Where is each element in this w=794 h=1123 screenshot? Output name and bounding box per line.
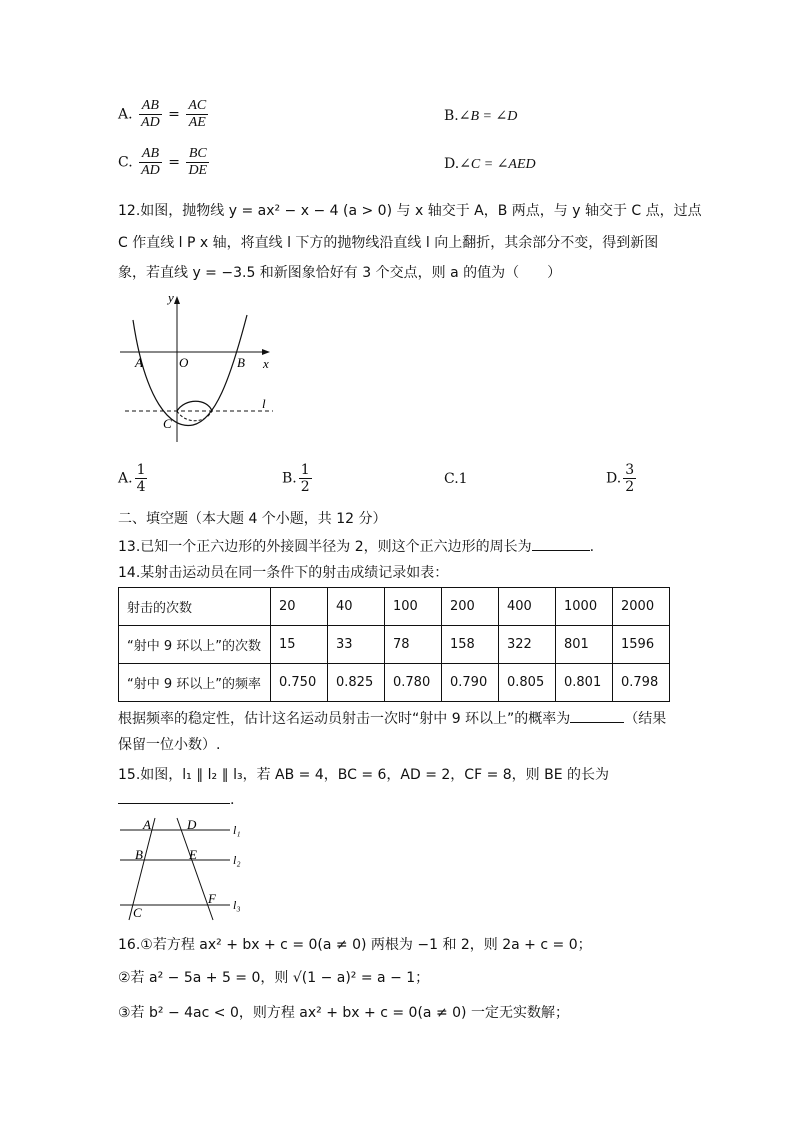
table-cell: 200 [442,588,499,626]
table-cell: 射击的次数 [119,588,271,626]
parabola-figure [115,290,280,450]
fraction [139,146,162,179]
flipped-arc [177,401,212,411]
option-label: B. [444,108,459,124]
label-F: F [208,891,216,906]
q14-after-text: 根据频率的稳定性，估计这名运动员射击一次时“射中 9 环以上”的概率为 [118,711,571,727]
label-y: y [168,290,174,305]
q16-statement-1: 16.①若方程 ax² + bx + c = 0(a ≠ 0) 两根为 −1 和 2，则 2a + c = 0； [118,937,592,953]
table-cell: “射中 9 环以上”的频率 [119,664,271,702]
numerator: AC [186,98,208,115]
table-cell: 100 [385,588,442,626]
q12-line1: 12.如图，抛物线 y = ax² − x − 4 (a > 0) 与 x 轴交于 A，B 两点，与 y 轴交于 C 点，过点 [118,203,702,219]
table-cell: 158 [442,626,499,664]
table-cell: 2000 [613,588,670,626]
q15-end: . [230,792,235,808]
denominator: AD [141,115,160,131]
q12-option-c: C.1 [444,471,468,487]
label-x: x [263,356,269,371]
table-cell: 0.790 [442,664,499,702]
denominator: AD [141,163,160,179]
numerator: 1 [300,462,310,478]
table-cell: 400 [499,588,556,626]
option-expression: ∠B = ∠D [458,109,518,124]
table-cell: 40 [328,588,385,626]
answer-blank [532,550,590,551]
numerator: BC [186,146,209,163]
label-l3: l₃ [233,898,241,912]
table-cell: 1000 [556,588,613,626]
numerator: AB [139,146,162,163]
denominator: 4 [136,479,146,496]
label-l2: l₂ [233,853,241,867]
fraction [135,462,148,495]
q12-option-d [606,462,638,495]
label-B: B [135,847,143,862]
q15-text: 15.如图，l₁ ∥ l₂ ∥ l₃，若 AB = 4，BC = 6，AD = 2，CF = 8，则 BE 的长为 [118,767,610,783]
answer-blank [118,803,230,804]
x-axis-arrow [262,349,270,355]
q11-option-a [118,98,210,131]
fraction [299,462,312,495]
q15-answer-line [118,792,234,808]
fraction [623,462,636,495]
q12-line3: 象，若直线 y = −3.5 和新图象恰好有 3 个交点，则 a 的值为（ ） [118,265,562,281]
q14-after-line1 [118,708,666,728]
fraction [139,98,162,131]
table-row [119,664,670,702]
option-expression: ∠C = ∠AED [459,157,536,172]
table-cell: 0.805 [499,664,556,702]
numerator: 3 [625,462,635,478]
equals-sign: = [168,106,180,123]
fraction [186,146,209,179]
table-row [119,626,670,664]
q11-option-b [444,108,517,125]
denominator: 2 [300,479,310,496]
numerator: 1 [136,462,146,478]
q13-end: . [589,539,595,555]
q13 [118,536,594,556]
option-label: B. [282,470,297,487]
equals-sign: = [168,154,180,171]
table-cell: 0.825 [328,664,385,702]
label-D: D [187,817,197,832]
label-O: O [179,355,189,370]
table-cell: 801 [556,626,613,664]
table-cell: 33 [328,626,385,664]
label-A: A [135,355,143,370]
option-label: A. [118,106,133,123]
q16-statement-3: ③若 b² − 4ac < 0，则方程 ax² + bx + c = 0(a ≠ 0) 一定无实数解； [118,1005,569,1021]
label-A: A [143,817,151,832]
table-cell: 0.801 [556,664,613,702]
fraction [186,98,208,131]
denominator: DE [188,163,208,179]
denominator: 2 [625,479,635,496]
q11-option-d [444,156,536,173]
label-C: C [133,905,142,920]
q14-intro: 14.某射击运动员在同一条件下的射击成绩记录如表： [118,565,449,581]
table-cell: 78 [385,626,442,664]
table-cell: 20 [271,588,328,626]
answer-blank [570,722,624,723]
parallel-lines-figure [115,812,255,922]
option-label: C. [118,154,133,171]
label-l1: l₁ [233,823,241,837]
table-cell: 15 [271,626,328,664]
option-label: A. [118,470,133,487]
table-cell: 0.750 [271,664,328,702]
shooting-record-table [118,587,670,702]
table-cell: 0.780 [385,664,442,702]
q12-option-a [118,462,149,495]
q14-after-end: （结果 [624,711,667,727]
label-E: E [189,847,197,862]
table-cell: 0.798 [613,664,670,702]
table-cell: 322 [499,626,556,664]
table-cell: “射中 9 环以上”的次数 [119,626,271,664]
q16-statement-2: ②若 a² − 5a + 5 = 0，则 √(1 − a)² = a − 1； [118,970,430,986]
label-C: C [163,416,172,431]
q13-text: 13.已知一个正六边形的外接圆半径为 2，则这个正六边形的周长为 [118,539,532,555]
parabola-curve [133,315,247,426]
label-B: B [237,355,245,370]
option-label: D. [606,470,622,487]
q11-option-c [118,146,211,179]
q12-option-b [282,462,314,495]
table-cell: 1596 [613,626,670,664]
table-row [119,588,670,626]
q14-after-line2: 保留一位小数）. [118,737,221,753]
y-axis-arrow [174,296,180,304]
q12-line2: C 作直线 l P x 轴，将直线 l 下方的抛物线沿直线 l 向上翻折，其余部分不变，得到新图 [118,235,659,251]
section-title: 二、填空题（本大题 4 个小题，共 12 分） [118,511,387,527]
denominator: AE [188,115,206,131]
numerator: AB [139,98,162,115]
option-label: D. [444,156,460,172]
label-l: l [262,396,266,411]
